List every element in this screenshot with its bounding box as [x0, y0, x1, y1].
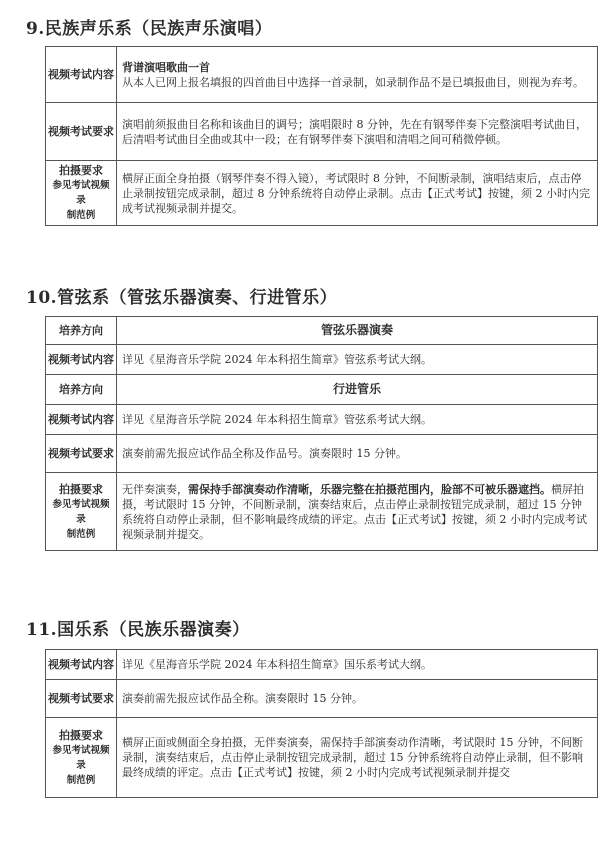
table-section-11: [45, 649, 598, 798]
table-row: [46, 650, 598, 680]
row-value-video-content: 详见《星海音乐学院 2024 年本科招生简章》管弦系考试大纲。: [117, 345, 598, 375]
row-label-video-req: 视频考试要求: [46, 103, 117, 161]
row-value-video-content: [117, 47, 598, 103]
row-label-video-content: 视频考试内容: [46, 47, 117, 103]
row-label-direction: 培养方向: [46, 317, 117, 345]
row-value-video-content: 详见《星海音乐学院 2024 年本科招生简章》国乐系考试大纲。: [117, 650, 598, 680]
table-row: [46, 718, 598, 798]
row-label-shoot-req: [46, 161, 117, 226]
table-row: [46, 680, 598, 718]
row-label-video-req: 视频考试要求: [46, 680, 117, 718]
section-title-11: 11.国乐系（民族乐器演奏）: [26, 620, 250, 640]
table-section-9: [45, 46, 598, 226]
row-label-direction: 培养方向: [46, 375, 117, 405]
table-row: [46, 473, 598, 551]
direction-value-1: 管弦乐器演奏: [117, 317, 598, 345]
shoot-label-sub1: 参见考试视频录: [52, 744, 110, 771]
table-row: [46, 405, 598, 435]
row-label-shoot-req: [46, 718, 117, 798]
row-label-video-req: 视频考试要求: [46, 435, 117, 473]
row-value-video-req: 演奏前需先报应试作品全称。演奏限时 15 分钟。: [117, 680, 598, 718]
shoot-label-main: 拍摄要求: [59, 164, 103, 177]
shoot-label-sub2: 制范例: [66, 210, 96, 221]
row-value-video-content: 详见《星海音乐学院 2024 年本科招生简章》管弦系考试大纲。: [117, 405, 598, 435]
row-label-video-content: 视频考试内容: [46, 650, 117, 680]
table-section-10: [45, 316, 598, 551]
shoot-text-bold: 需保持手部演奏动作清晰，乐器完整在拍摄范围内，脸部不可被乐器遮挡。: [188, 482, 551, 496]
row-value-shoot-req: [117, 473, 598, 551]
shoot-label-main: 拍摄要求: [59, 728, 103, 742]
shoot-text-plain-start: 无伴奏演奏，: [122, 482, 188, 496]
row-value-shoot-req: 横屏正面或侧面全身拍摄，无伴奏演奏，需保持手部演奏动作清晰，考试限时 15 分钟，不间断录制，演奏结束后，点击停止录制按钮完成录制，超过 15 分钟系统将自动停止录制，但不影响最终成绩的评定。点击【正式考试】按键，须 2 小时内完成考试视频录制并提交: [117, 718, 598, 798]
table-row: [46, 103, 598, 161]
shoot-label-sub2: 制范例: [66, 774, 96, 786]
section-title-9: 9.民族声乐系（民族声乐演唱）: [26, 19, 273, 39]
direction-value-2: 行进管乐: [117, 375, 598, 405]
shoot-label-sub2: 制范例: [66, 528, 96, 540]
shoot-label-sub1: 参见考试视频录: [52, 180, 110, 206]
shoot-label-sub1: 参见考试视频录: [52, 498, 110, 525]
table-row: [46, 375, 598, 405]
row-value-video-req: 演奏前需先报应试作品全称及作品号。演奏限时 15 分钟。: [117, 435, 598, 473]
table-row: [46, 345, 598, 375]
shoot-label-main: 拍摄要求: [59, 482, 103, 496]
content-text: 从本人已网上报名填报的四首曲目中选择一首录制，如录制作品不是已填报曲目，则视为弃考。: [122, 75, 584, 89]
row-value-shoot-req: 横屏正面全身拍摄（钢琴伴奏不得入镜），考试限时 8 分钟，不间断录制，演唱结束后，点击停止录制按钮完成录制，超过 8 分钟系统将自动停止录制。点击【正式考试】按键，须 2 小时内完成考试视频录制并提交。: [117, 161, 598, 226]
table-row: [46, 161, 598, 226]
table-row: [46, 47, 598, 103]
content-heading: 背谱演唱歌曲一首: [122, 60, 210, 74]
section-title-10: 10.管弦系（管弦乐器演奏、行进管乐）: [26, 288, 338, 308]
row-label-video-content: 视频考试内容: [46, 345, 117, 375]
row-label-video-content: 视频考试内容: [46, 405, 117, 435]
shoot-text-rest: 横屏拍摄，考试限时 15 分钟，不间断录制，演奏结束后，点击停止录制按钮完成录制，超过 15 分钟系统将自动停止录制，但不影响最终成绩的评定。点击【正式考试】按键，须 2 小时内完成考试视频录制并提交。: [122, 482, 587, 541]
table-row: [46, 435, 598, 473]
row-value-video-req: 演唱前须报曲目名称和该曲目的调号；演唱限时 8 分钟，先在有钢琴伴奏下完整演唱考试曲目，后清唱考试曲目全曲或其中一段；在有钢琴伴奏下演唱和清唱之间可稍微停顿。: [117, 103, 598, 161]
table-row: [46, 317, 598, 345]
row-label-shoot-req: [46, 473, 117, 551]
